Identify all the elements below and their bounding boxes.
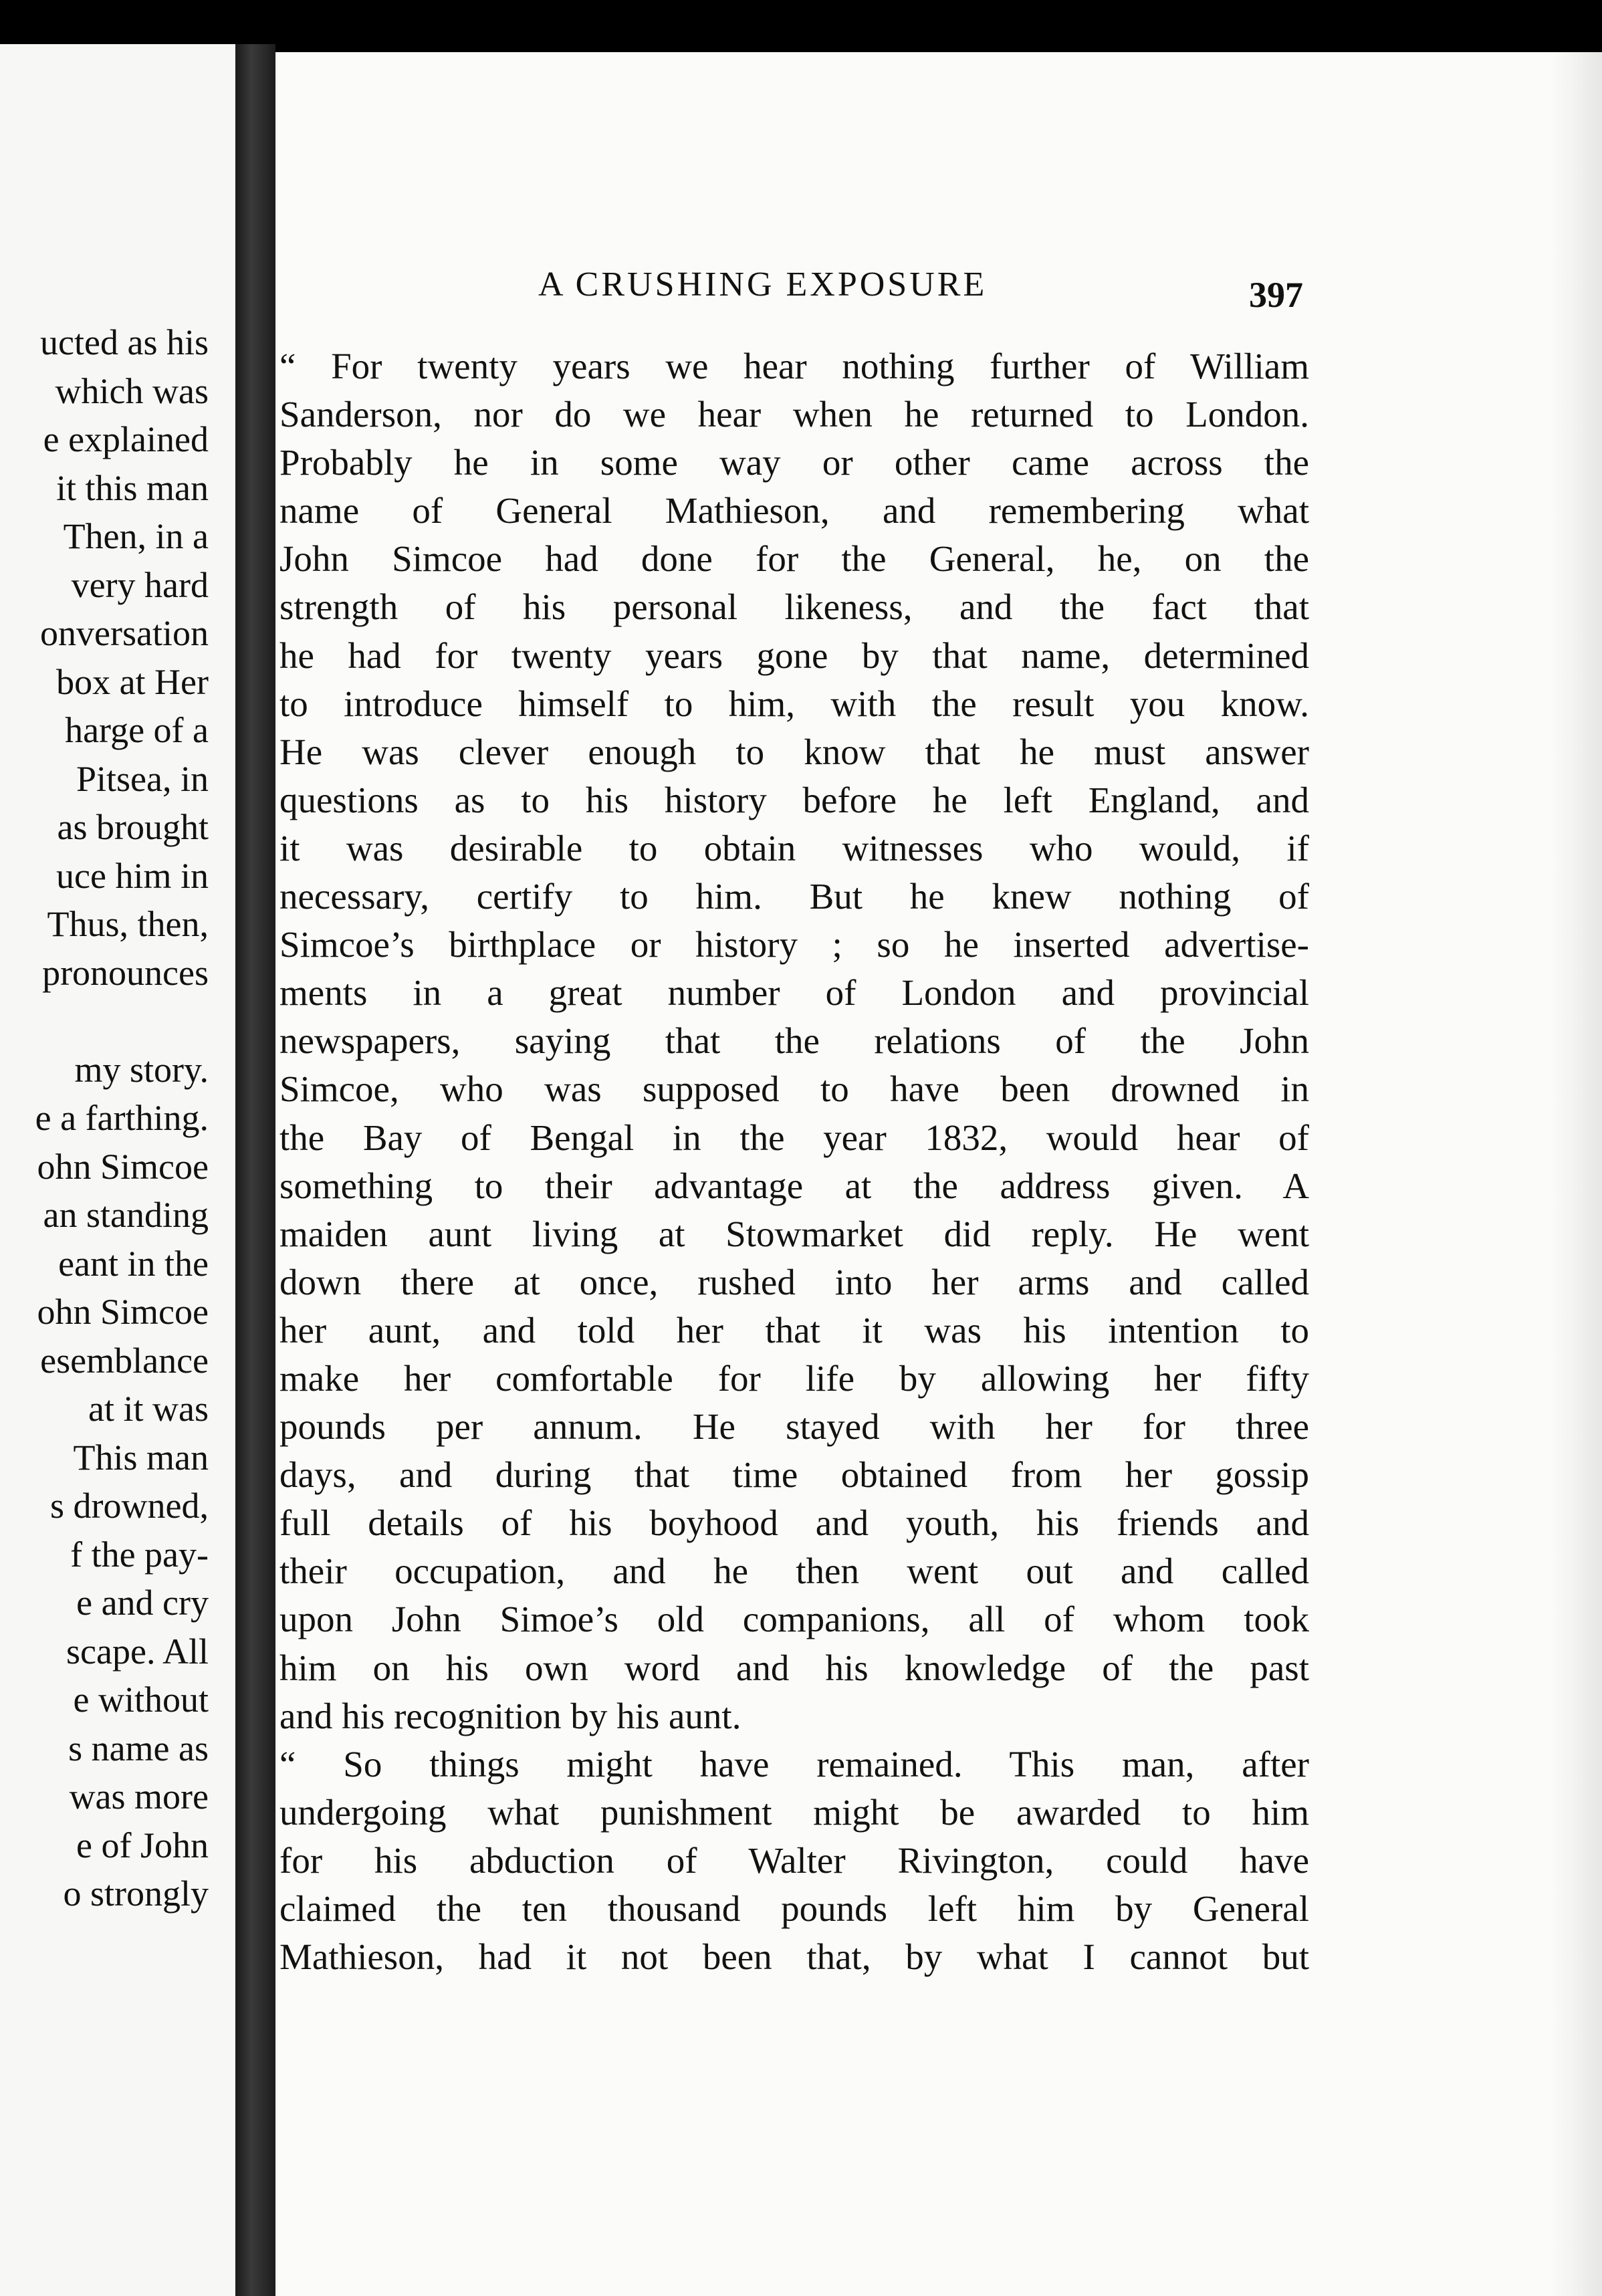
- previous-page-line: e of John: [76, 1825, 209, 1865]
- text-line: to introduce himself to him, with the result you know.: [279, 683, 1309, 724]
- text-line: it was desirable to obtain witnesses who would, if: [279, 827, 1309, 869]
- text-line: for his abduction of Walter Rivington, could have: [279, 1839, 1309, 1881]
- previous-page-line: Then, in a: [63, 516, 209, 556]
- previous-page-line: was more: [69, 1776, 209, 1817]
- text-line: her aunt, and told her that it was his intention to: [279, 1309, 1309, 1351]
- previous-page-line: pronounces: [42, 952, 209, 993]
- text-line: pounds per annum. He stayed with her for three: [279, 1406, 1309, 1448]
- previous-page-line: uce him in: [56, 855, 209, 896]
- text-line: Simcoe’s birthplace or history ; so he inserted advertise-: [279, 924, 1309, 965]
- previous-page-line: Thus, then,: [47, 904, 209, 944]
- previous-page-line: very hard: [71, 564, 209, 605]
- text-line: “ So things might have remained. This man, after: [279, 1743, 1309, 1785]
- previous-page-line: scape. All: [66, 1631, 209, 1672]
- previous-page-text: [0, 318, 209, 1918]
- text-line: “ For twenty years we hear nothing further of William: [279, 346, 1309, 386]
- previous-page-line: o strongly: [63, 1873, 209, 1914]
- previous-page-line: harge of a: [65, 710, 209, 750]
- previous-page-line: f the pay-: [70, 1534, 209, 1575]
- text-line: Probably he in some way or other came across the: [279, 442, 1309, 483]
- previous-page-line: s name as: [68, 1728, 209, 1768]
- text-line: strength of his personal likeness, and the fact that: [279, 586, 1309, 628]
- text-line: necessary, certify to him. But he knew nothing of: [279, 876, 1309, 917]
- text-line: the Bay of Bengal in the year 1832, would hear of: [279, 1117, 1309, 1158]
- previous-page-line: onversation: [40, 613, 209, 653]
- previous-page-line: at it was: [88, 1389, 209, 1429]
- previous-page-line: e explained: [43, 419, 209, 459]
- text-line: him on his own word and his knowledge of the past: [279, 1647, 1309, 1688]
- text-line: and his recognition by his aunt.: [279, 1695, 741, 1736]
- text-line: name of General Mathieson, and remembering what: [279, 490, 1309, 532]
- book-gutter: [235, 44, 275, 2296]
- previous-page-line: Pitsea, in: [76, 758, 209, 799]
- text-line: questions as to his history before he left England, and: [279, 779, 1309, 820]
- previous-page-line: e without: [73, 1680, 209, 1720]
- text-line: upon John Simoe’s old companions, all of whom took: [279, 1599, 1309, 1640]
- text-line: something to their advantage at the address given. A: [279, 1165, 1309, 1206]
- previous-page-line: ohn Simcoe: [37, 1292, 209, 1332]
- previous-page-line: box at Her: [56, 661, 209, 702]
- previous-page-line: e and cry: [76, 1583, 209, 1623]
- text-line: ments in a great number of London and provincial: [279, 972, 1309, 1014]
- text-line: down there at once, rushed into her arms and called: [279, 1261, 1309, 1302]
- page-edge-shadow: [1550, 52, 1602, 2296]
- text-line: full details of his boyhood and youth, his friends and: [279, 1502, 1309, 1544]
- text-line: Sanderson, nor do we hear when he returned to London.: [279, 394, 1309, 435]
- previous-page-line: This man: [73, 1437, 209, 1478]
- text-line: make her comfortable for life by allowing her fifty: [279, 1357, 1309, 1399]
- previous-page-line: eant in the: [58, 1243, 209, 1284]
- previous-page-line: as brought: [57, 807, 209, 847]
- text-line: maiden aunt living at Stowmarket did reply. He went: [279, 1213, 1309, 1254]
- previous-page-line: e a farthing.: [35, 1098, 209, 1138]
- running-head: A CRUSHING EXPOSURE: [538, 265, 988, 304]
- page-body-text: [279, 342, 1309, 1981]
- text-line: newspapers, saying that the relations of the John: [279, 1020, 1309, 1062]
- previous-page-line: esemblance: [40, 1340, 209, 1381]
- previous-page-fragment: [0, 44, 235, 2296]
- previous-page-line: s drowned,: [50, 1486, 209, 1526]
- previous-page-line: [0, 997, 209, 1046]
- previous-page-line: it this man: [56, 467, 209, 508]
- text-line: their occupation, and he then went out and called: [279, 1551, 1309, 1592]
- text-line: undergoing what punishment might be awarded to him: [279, 1791, 1309, 1833]
- text-line: Mathieson, had it not been that, by what I cannot but: [279, 1936, 1309, 1978]
- text-line: Simcoe, who was supposed to have been drowned in: [279, 1068, 1309, 1110]
- previous-page-line: which was: [55, 370, 209, 411]
- previous-page-line: ohn Simcoe: [37, 1146, 209, 1187]
- page-number: 397: [1249, 275, 1303, 315]
- previous-page-line: my story.: [74, 1049, 209, 1090]
- text-line: days, and during that time obtained from her gossip: [279, 1454, 1309, 1496]
- text-line: John Simcoe had done for the General, he, on the: [279, 538, 1309, 580]
- previous-page-line: an standing: [43, 1195, 209, 1235]
- text-line: claimed the ten thousand pounds left him by General: [279, 1888, 1309, 1929]
- previous-page-line: ucted as his: [40, 322, 209, 362]
- text-line: He was clever enough to know that he must answer: [279, 731, 1309, 772]
- text-line: he had for twenty years gone by that name, determined: [279, 635, 1309, 676]
